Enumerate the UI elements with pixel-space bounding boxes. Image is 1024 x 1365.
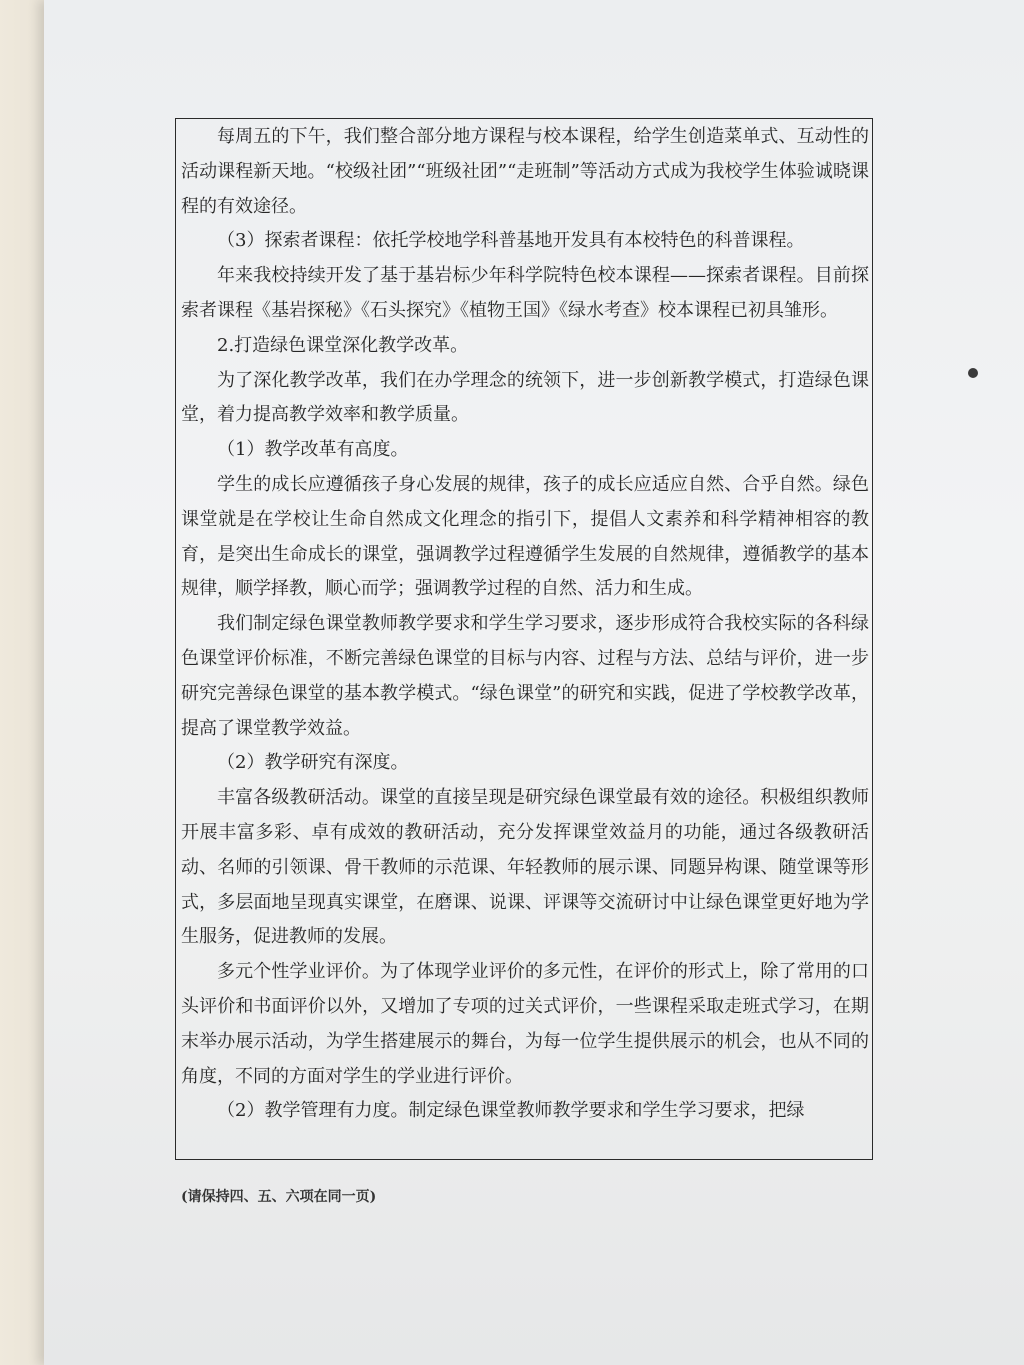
subsection-heading: （1）教学改革有高度。 bbox=[217, 439, 409, 461]
paragraph: 为了深化教学改革，我们在办学理念的统领下，进一步创新教学模式，打造绿色课堂，着力提高教学效率和教学质量。 bbox=[181, 369, 869, 426]
paragraph: 我们制定绿色课堂教师教学要求和学生学习要求，逐步形成符合我校实际的各科绿色课堂评价标准，不断完善绿色课堂的目标与内容、过程与方法、总结与评价，进一步研究完善绿色课堂的基本教学模式。“绿色课堂”的研究和实践，促进了学校教学改革，提高了课堂教学效益。 bbox=[181, 613, 869, 739]
paragraph: 学生的成长应遵循孩子身心发展的规律，孩子的成长应适应自然、合乎自然。绿色课堂就是在学校让生命自然成文化理念的指引下，提倡人文素养和科学精神相容的教育，是突出生命成长的课堂，强调教学过程遵循学生发展的自然规律，遵循教学的基本规律，顺学择教，顺心而学；强调教学过程的自然、活力和生成。 bbox=[181, 473, 869, 600]
paragraph: 每周五的下午，我们整合部分地方课程与校本课程，给学生创造菜单式、互动性的活动课程新天地。“校级社团”“班级社团”“走班制”等活动方式成为我校学生体验诚晓课程的有效途径。 bbox=[181, 126, 869, 217]
subsection-heading: （2）教学研究有深度。 bbox=[217, 752, 409, 774]
binder-hole bbox=[968, 368, 978, 378]
section-heading: 2.打造绿色课堂深化教学改革。 bbox=[217, 334, 469, 356]
paragraph: （2）教学管理有力度。制定绿色课堂教师教学要求和学生学习要求，把绿 bbox=[217, 1100, 805, 1122]
paragraph: 多元个性学业评价。为了体现学业评价的多元性，在评价的形式上，除了常用的口头评价和书面评价以外，又增加了专项的过关式评价，一些课程采取走班式学习，在期末举办展示活动，为学生搭建展示的舞台，为每一位学生提供展示的机会，也从不同的角度，不同的方面对学生的学业进行评价。 bbox=[181, 961, 869, 1087]
document-body bbox=[181, 120, 869, 1129]
paragraph: 年来我校持续开发了基于基岩标少年科学院特色校本课程——探索者课程。目前探索者课程《基岩探秘》《石头探究》《植物王国》《绿水考查》校本课程已初具雏形。 bbox=[181, 265, 869, 321]
footer-note: (请保持四、五、六项在同一页) bbox=[181, 1189, 377, 1205]
paragraph: 丰富各级教研活动。课堂的直接呈现是研究绿色课堂最有效的途径。积极组织教师开展丰富多彩、卓有成效的教研活动，充分发挥课堂效益月的功能，通过各级教研活动、名师的引领课、骨干教师的示范课、年轻教师的展示课、同题异构课、随堂课等形式，多层面地呈现真实课堂，在磨课、说课、评课等交流研讨中让绿色课堂更好地为学生服务，促进教师的发展。 bbox=[181, 787, 869, 948]
paragraph: （3）探索者课程：依托学校地学科普基地开发具有本校特色的科普课程。 bbox=[217, 230, 805, 252]
